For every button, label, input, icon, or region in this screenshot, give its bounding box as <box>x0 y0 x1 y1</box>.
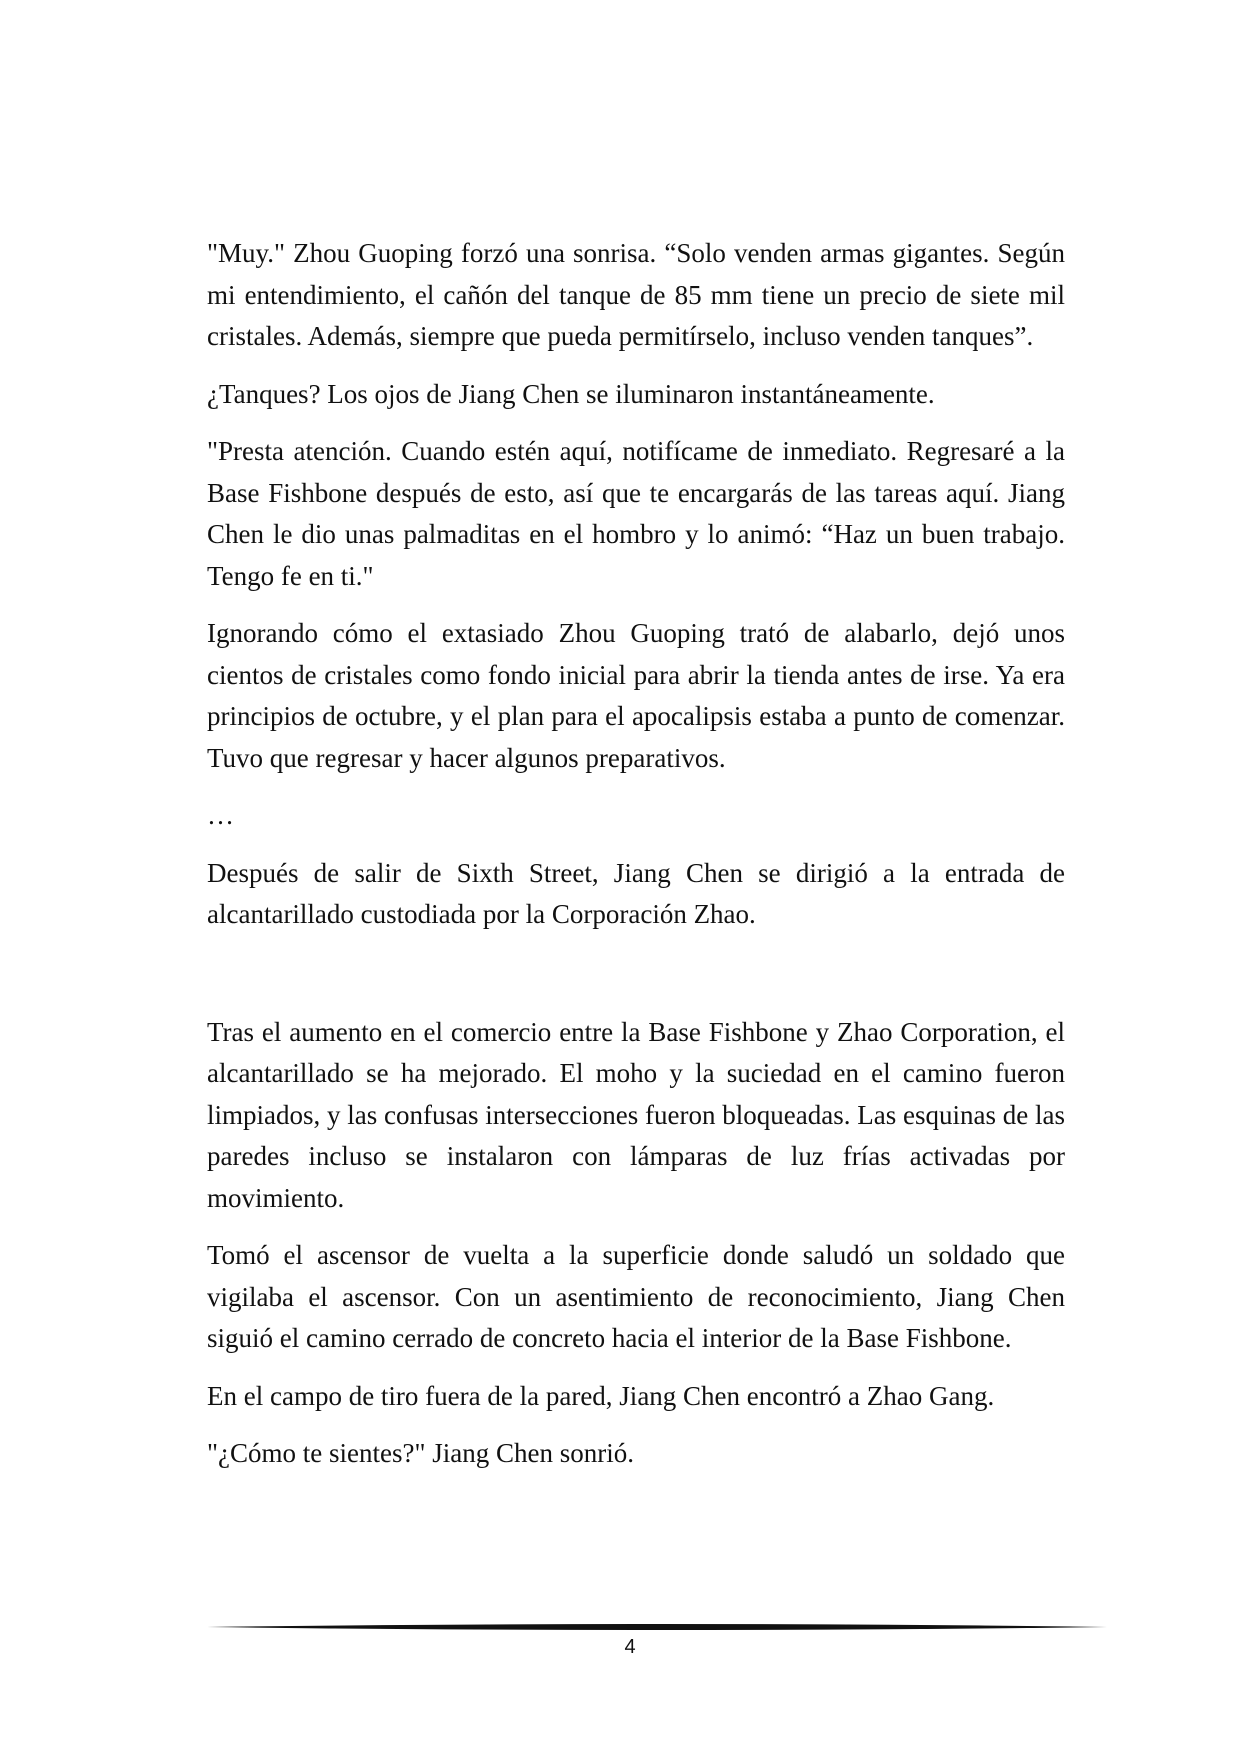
section-gap <box>207 952 1065 1012</box>
footer-rule <box>207 1622 1107 1632</box>
paragraph-8: En el campo de tiro fuera de la pared, Jiang Chen encontró a Zhao Gang. <box>207 1380 995 1411</box>
paragraph-5: Después de salir de Sixth Street, Jiang Chen se dirigió a la entrada de alcantarillado custodiada por la Corporación Zhao. <box>207 857 1065 929</box>
paragraph-4: Ignorando cómo el extasiado Zhou Guoping trató de alabarlo, dejó unos cientos de cristales como fondo inicial para abrir la tienda antes de irse. Ya era principios de octubre, y el plan para el apocalipsis estaba a punto de comenzar. Tuvo que regresar y hacer algunos preparativos. <box>207 618 1065 773</box>
paragraph-9: "¿Cómo te sientes?" Jiang Chen sonrió. <box>207 1438 634 1468</box>
paragraph-3: "Presta atención. Cuando estén aquí, notifícame de inmediato. Regresaré a la Base Fishbone después de esto, así que te encargarás de las tareas aquí. Jiang Chen le dio unas palmaditas en el hombro y lo animó: “Haz un buen trabajo. Tengo fe en ti." <box>207 436 1065 591</box>
page-number: 4 <box>624 1636 636 1658</box>
paragraph-7: Tomó el ascensor de vuelta a la superficie donde saludó un soldado que vigilaba el ascensor. Con un asentimiento de reconocimiento, Jiang Chen siguió el camino cerrado de concreto hacia el interior de la Base Fishbone. <box>207 1240 1065 1353</box>
paragraph-6: Tras el aumento en el comercio entre la Base Fishbone y Zhao Corporation, el alcantarillado se ha mejorado. El moho y la suciedad en el camino fueron limpiados, y las confusas intersecciones fueron bloqueadas. Las esquinas de las paredes incluso se instalaron con lámparas de luz frías activadas por movimiento. <box>207 1016 1065 1213</box>
paragraph-2: ¿Tanques? Los ojos de Jiang Chen se iluminaron instantáneamente. <box>207 378 935 409</box>
ellipsis-separator: … <box>207 800 234 830</box>
paragraph-1: "Muy." Zhou Guoping forzó una sonrisa. “Solo venden armas gigantes. Según mi entendimiento, el cañón del tanque de 85 mm tiene un precio de siete mil cristales. Además, siempre que pueda permitírselo, incluso venden tanques”. <box>207 238 1065 351</box>
body-text <box>207 233 1065 1491</box>
